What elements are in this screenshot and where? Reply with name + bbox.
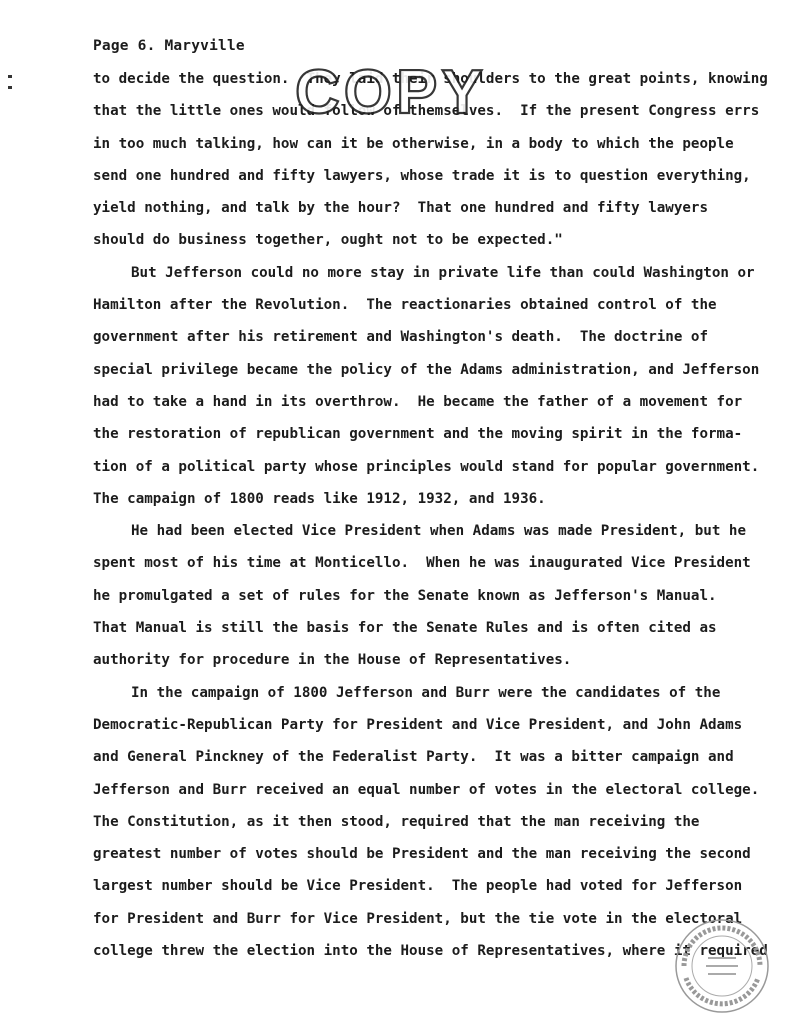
text-line: tion of a political party whose principles would stand for popular government. <box>93 458 760 475</box>
text-line: In the campaign of 1800 Jefferson and Burr were the candidates of the <box>131 684 721 701</box>
text-line: the restoration of republican government and the moving spirit in the forma- <box>93 426 743 443</box>
text-line: Hamilton after the Revolution. The reactionaries obtained control of the <box>93 297 717 314</box>
text-line: The campaign of 1800 reads like 1912, 1932, and 1936. <box>93 490 546 507</box>
paragraph <box>93 677 768 968</box>
text-line: in too much talking, how can it be otherwise, in a body to which the people <box>93 135 734 152</box>
text-line: Democratic-Republican Party for President and Vice President, and John Adams <box>93 716 743 733</box>
text-line: That Manual is still the basis for the Senate Rules and is often cited as <box>93 620 717 637</box>
text-line: had to take a hand in its overthrow. He became the father of a movement for <box>93 393 743 410</box>
text-line: largest number should be Vice President. The people had voted for Jefferson <box>93 878 743 895</box>
text-line: and General Pinckney of the Federalist Party. It was a bitter campaign and <box>93 749 734 766</box>
text-line: send one hundred and fifty lawyers, whose trade it is to question everything, <box>93 167 751 184</box>
copy-stamp: COPY <box>295 58 487 127</box>
text-line: But Jefferson could no more stay in private life than could Washington or <box>131 264 755 281</box>
page-header: Page 6. Maryville <box>93 38 245 54</box>
text-line: Jefferson and Burr received an equal number of votes in the electoral college. <box>93 781 760 798</box>
margin-marks <box>8 75 14 105</box>
text-line: greatest number of votes should be President and the man receiving the second <box>93 846 751 863</box>
text-line: government after his retirement and Washington's death. The doctrine of <box>93 329 708 346</box>
text-line: for President and Burr for Vice President, but the tie vote in the electoral <box>93 910 743 927</box>
archive-seal-stamp <box>672 916 772 1016</box>
paragraph <box>93 515 751 676</box>
body-text <box>93 58 768 967</box>
paragraph <box>93 257 760 515</box>
text-line: he promulgated a set of rules for the Senate known as Jefferson's Manual. <box>93 587 717 604</box>
text-line: yield nothing, and talk by the hour? That one hundred and fifty lawyers <box>93 200 708 217</box>
text-line: The Constitution, as it then stood, required that the man receiving the <box>93 813 700 830</box>
text-line: special privilege became the policy of the Adams administration, and Jefferson <box>93 361 760 378</box>
text-line: authority for procedure in the House of Representatives. <box>93 652 572 669</box>
text-line: spent most of his time at Monticello. When he was inaugurated Vice President <box>93 555 751 572</box>
text-line: that the little ones would follow of themselves. If the present Congress errs <box>93 103 760 120</box>
text-line: He had been elected Vice President when Adams was made President, but he <box>131 523 746 540</box>
text-line: to decide the question. They laid their shoulders to the great points, knowing <box>93 71 768 87</box>
text-line: should do business together, ought not to be expected." <box>93 232 563 249</box>
text-line: college threw the election into the House of Representatives, where it required <box>93 943 768 960</box>
